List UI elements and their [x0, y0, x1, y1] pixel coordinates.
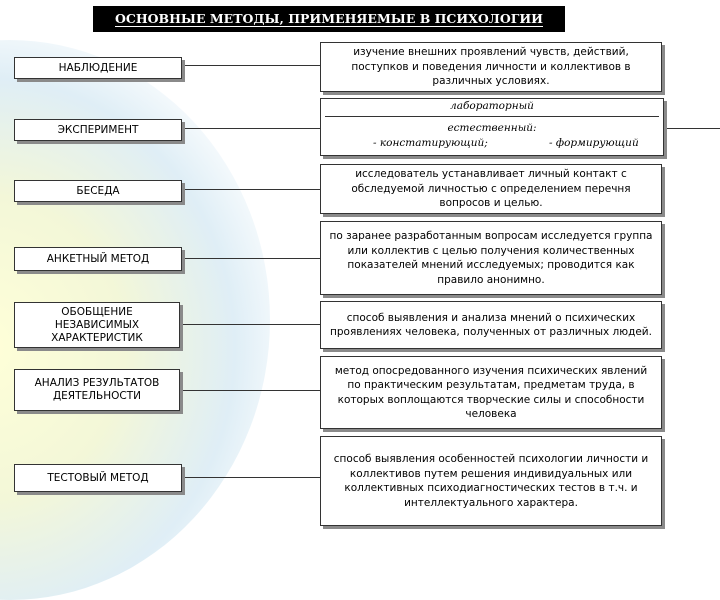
desc-text: метод опосредованного изучения психических явлений по практическим результатам, предметам труда, в которых воплощаются творческие силы и способности человека — [334, 364, 648, 420]
method-testing — [14, 464, 182, 492]
desc-text: по заранее разработанным вопросам исследуется группа или коллектив с целью получения количественных показателей мнений исследуемых; проводится как правило анонимно. — [329, 230, 653, 286]
connector-questionnaire — [182, 258, 320, 259]
desc-generalization — [320, 301, 662, 349]
connector-observation — [182, 65, 320, 66]
method-label: АНАЛИЗ РЕЗУЛЬТАТОВ ДЕЯТЕЛЬНОСТИ — [34, 377, 160, 402]
exp-laboratory: лабораторный — [450, 100, 534, 112]
exp-separator — [325, 116, 659, 117]
method-generalization — [14, 302, 180, 348]
desc-text: способ выявления и анализа мнений о психических проявлениях человека, полученных от различных людей. — [330, 311, 652, 338]
desc-activity-analysis — [320, 356, 662, 429]
method-label: АНКЕТНЫЙ МЕТОД — [46, 252, 150, 265]
desc-experiment — [320, 98, 664, 156]
desc-text: способ выявления особенностей психологии личности и коллективов путем решения индивидуальных или коллективных психодиагностических тестов в т.ч. и интеллектуального характера. — [333, 453, 649, 509]
method-experiment — [14, 119, 182, 141]
desc-conversation — [320, 164, 662, 214]
exp-stating: - констатирующий; — [373, 137, 488, 149]
method-label: НАБЛЮДЕНИЕ — [58, 61, 138, 74]
method-label: ЭКСПЕРИМЕНТ — [57, 123, 139, 136]
exp-natural: естественный: — [447, 122, 537, 134]
connector-testing — [182, 477, 320, 478]
desc-text: исследователь устанавливает личный контакт с обследуемой личностью с определением перечня вопросов и целью. — [351, 168, 631, 210]
desc-text: изучение внешних проявлений чувств, действий, поступков и поведения личности и коллективов в различных условиях. — [351, 46, 631, 88]
connector-generalization — [182, 324, 320, 325]
page-title — [93, 6, 565, 32]
method-observation — [14, 57, 182, 79]
connector-experiment-right — [662, 128, 720, 129]
method-label: ТЕСТОВЫЙ МЕТОД — [47, 471, 149, 484]
desc-questionnaire — [320, 221, 662, 295]
exp-forming: - формирующий — [549, 137, 639, 149]
method-label: БЕСЕДА — [76, 184, 120, 197]
connector-activity-analysis — [182, 390, 320, 391]
method-activity-analysis — [14, 369, 180, 411]
method-conversation — [14, 180, 182, 202]
desc-testing — [320, 436, 662, 526]
page-title-text: ОСНОВНЫЕ МЕТОДЫ, ПРИМЕНЯЕМЫЕ В ПСИХОЛОГИИ — [115, 11, 543, 26]
connector-conversation — [182, 189, 320, 190]
method-label: ОБОБЩЕНИЕ НЕЗАВИСИМЫХ ХАРАКТЕРИСТИК — [51, 305, 143, 344]
method-questionnaire — [14, 247, 182, 271]
desc-observation — [320, 42, 662, 92]
connector-experiment — [182, 128, 320, 129]
